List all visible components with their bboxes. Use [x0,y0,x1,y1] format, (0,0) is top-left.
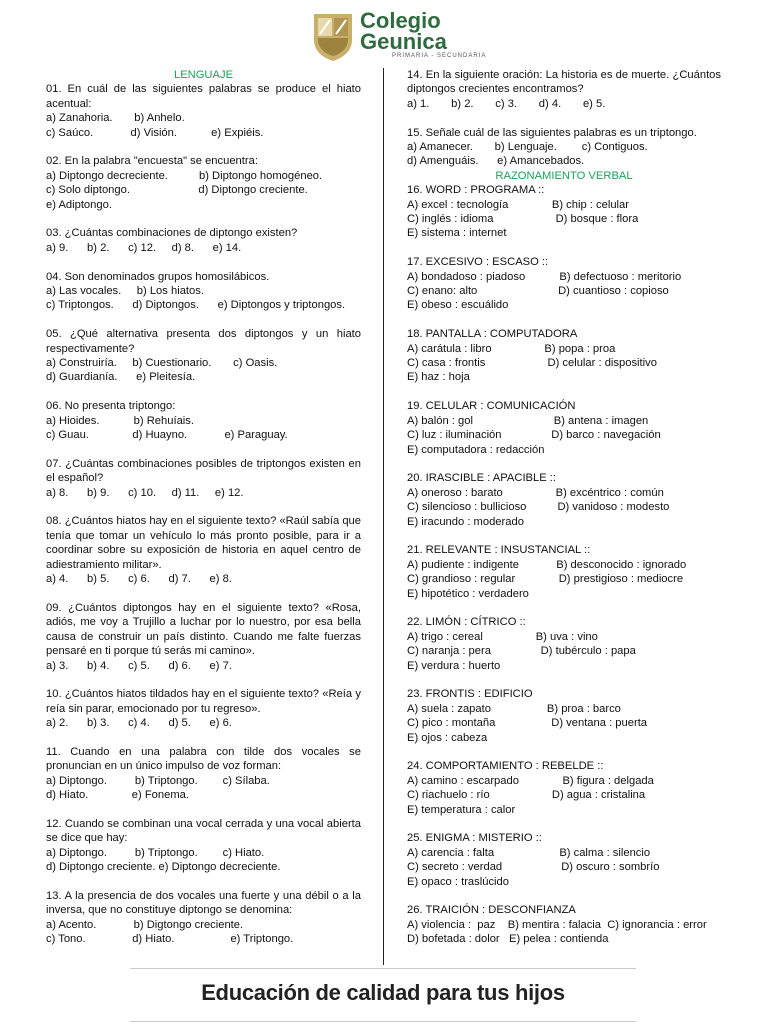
answer-options: E) sistema : internet [407,227,507,240]
answer-options: c) Tono. d) Hiato. e) Triptongo. [46,933,294,946]
question-item [407,903,721,946]
question-stem: 23. FRONTIS : EDIFICIO [407,688,533,701]
answer-options: a) Hioides. b) Rehuíais. [46,414,194,427]
question-stem: 07. ¿Cuántas combinaciones posibles de triptongos existen en el español? [46,457,361,485]
question-item [46,817,361,875]
answer-options: C) luz : iluminación D) barco : navegación [407,429,661,442]
question-stem: 22. LIMÓN : CÍTRICO :: [407,616,526,629]
question-stem: 05. ¿Qué alternativa presenta dos diptongos y un hiato respectivamente? [46,328,361,355]
question-stem: 02. En la palabra "encuesta" se encuentra: [46,155,258,168]
question-item [46,226,361,255]
answer-options: C) riachuelo : río D) agua : cristalina [407,789,646,802]
answer-options: A) suela : zapato B) proa : barco [407,702,621,715]
logo-subtitle: PRIMARIA - SECUNDARIA [392,53,487,59]
footer-slogan: Educación de calidad para tus hijos [201,980,565,1005]
answer-options: A) pudiente : indigente B) desconocido : ignorado [407,558,687,571]
right-column [407,68,721,961]
answer-options: A) carencia : falta B) calma : silencio [407,846,651,859]
answer-options: a) Construiría. b) Cuestionario. c) Oasis. [46,357,278,370]
answer-options: E) iracundo : moderado [407,515,524,528]
answer-options: C) enano: alto D) cuantioso : copioso [407,285,669,298]
answer-options: c) Triptongos. d) Diptongos. e) Diptongos y triptongos. [46,299,346,312]
answer-options: A) balón : gol B) antena : imagen [407,414,649,427]
answer-options: c) Saúco. d) Visión. e) Expiéis. [46,126,264,139]
question-item [407,615,721,673]
question-stem: 19. CELULAR : COMUNICACIÓN [407,400,576,413]
question-stem: 17. EXCESIVO : ESCASO :: [407,256,549,269]
question-stem: 18. PANTALLA : COMPUTADORA [407,328,578,341]
question-item [46,601,361,673]
answer-options: A) excel : tecnología B) chip : celular [407,198,629,211]
answer-options: C) grandioso : regular D) prestigioso : mediocre [407,573,684,586]
question-item [46,889,361,947]
question-item [407,687,721,745]
answer-options: d) Amenguáis. e) Amancebados. [407,155,585,168]
question-stem: 20. IRASCIBLE : APACIBLE :: [407,472,557,485]
answer-options: c) Solo diptongo. d) Diptongo creciente. [46,184,308,197]
answer-options: E) temperatura : calor [407,803,516,816]
answer-options: a) Las vocales. b) Los hiatos. [46,285,204,298]
logo-line1: Colegio [360,8,441,33]
question-item [46,687,361,730]
answer-options: d) Hiato. e) Fonema. [46,789,190,802]
answer-options: A) violencia : paz B) mentira : falacia C) ignorancia : error [407,918,707,931]
answer-options: e) Adiptongo. [46,198,112,211]
footer-divider-bottom [130,1021,636,1022]
header [0,8,768,64]
question-item [46,514,361,586]
left-column [46,68,361,961]
question-item [46,745,361,803]
question-item [407,327,721,385]
question-item [407,471,721,529]
answer-options: E) obeso : escuálido [407,299,509,312]
answer-options: A) trigo : cereal B) uva : vino [407,630,598,643]
answer-options: d) Diptongo creciente. e) Diptongo decreciente. [46,861,281,874]
school-logo-name [360,10,447,52]
question-item [46,270,361,313]
question-stem: 06. No presenta triptongo: [46,400,176,413]
question-stem: 21. RELEVANTE : INSUSTANCIAL :: [407,544,591,557]
answer-options: A) oneroso : barato B) excéntrico : común [407,486,664,499]
question-item [407,399,721,457]
question-stem: 03. ¿Cuántas combinaciones de diptongo existen? [46,227,298,240]
answer-options: C) secreto : verdad D) oscuro : sombrío [407,861,660,874]
question-stem: 08. ¿Cuántos hiatos hay en el siguiente texto? «Raúl sabía que tenía que tomar un vehículo lo más pronto posible, para ir a coordinar sobre su exposición de historia en aquel centro de adiestramiento militar». [46,515,361,571]
question-item [46,154,361,212]
column-divider [383,68,384,965]
question-stem: 11. Cuando en una palabra con tilde dos vocales se pronuncian en un único impulso de voz forman: [46,745,361,773]
answer-options: c) Guau. d) Huayno. e) Paraguay. [46,429,288,442]
answer-options: C) inglés : idioma D) bosque : flora [407,213,639,226]
answer-options: a) 8. b) 9. c) 10. d) 11. e) 12. [46,486,244,499]
question-item [46,327,361,385]
question-item [46,457,361,500]
section-title-razonamiento: RAZONAMIENTO VERBAL [495,169,633,182]
answer-options: a) 4. b) 5. c) 6. d) 7. e) 8. [46,573,232,586]
question-stem: 15. Señale cuál de las siguientes palabras es un triptongo. [407,126,697,139]
school-shield-icon [312,12,354,62]
question-item [407,759,721,817]
question-stem: 01. En cuál de las siguientes palabras se produce el hiato acentual: [46,83,361,110]
answer-options: a) Amanecer. b) Lenguaje. c) Contiguos. [407,141,648,154]
answer-options: a) 2. b) 3. c) 4. d) 5. e) 6. [46,717,232,730]
left-question-list [46,82,361,946]
answer-options: E) computadora : redacción [407,443,545,456]
answer-options: D) bofetada : dolor E) pelea : contienda [407,933,609,946]
answer-options: A) carátula : libro B) popa : proa [407,342,616,355]
question-item [407,255,721,313]
answer-options: E) opaco : traslúcido [407,875,509,888]
answer-options: a) 1. b) 2. c) 3. d) 4. e) 5. [407,97,606,110]
answer-options: C) pico : montaña D) ventana : puerta [407,717,648,730]
answer-options: a) Diptongo. b) Triptongo. c) Hiato. [46,846,265,859]
question-stem: 24. COMPORTAMIENTO : REBELDE :: [407,760,604,773]
answer-options: E) ojos : cabeza [407,731,488,744]
answer-options: a) 9. b) 2. c) 12. d) 8. e) 14. [46,241,242,254]
question-item [46,82,361,140]
footer-divider-top [130,968,636,969]
answer-options: C) casa : frontis D) celular : dispositivo [407,357,657,370]
answer-options: E) hipotético : verdadero [407,587,529,600]
answer-options: a) Zanahoria. b) Anhelo. [46,112,185,125]
question-stem: 04. Son denominados grupos homosilábicos. [46,270,270,283]
answer-options: E) verdura : huerto [407,659,501,672]
question-stem: 16. WORD : PROGRAMA :: [407,184,545,197]
logo-line2: Geunica [360,29,447,54]
answer-options: a) 3. b) 4. c) 5. d) 6. e) 7. [46,659,232,672]
section-title-lenguaje: LENGUAJE [173,69,234,81]
answer-options: C) naranja : pera D) tubérculo : papa [407,645,636,658]
answer-options: E) haz : hoja [407,371,470,384]
answer-options: d) Guardianía. e) Pleitesía. [46,371,196,384]
question-stem: 10. ¿Cuántos hiatos tildados hay en el siguiente texto? «Reía y reía sin parar, emocionado por tu regreso». [46,688,361,715]
question-stem: 25. ENIGMA : MISTERIO :: [407,832,542,845]
question-stem: 13. A la presencia de dos vocales una fuerte y una débil o a la inversa, que no constituye diptongo se denomina: [46,889,361,917]
question-stem: 12. Cuando se combinan una vocal cerrada y una vocal abierta se dice que hay: [46,817,361,845]
question-item [46,399,361,442]
answer-options: A) bondadoso : piadoso B) defectuoso : meritorio [407,270,682,283]
question-stem: 26. TRAICIÓN : DESCONFIANZA [407,904,576,917]
question-stem: 14. En la siguiente oración: La historia es de muerte. ¿Cuántos diptongos crecientes encontramos? [407,69,721,96]
question-item [407,126,721,169]
right-question-list-top [407,68,721,169]
question-item [407,543,721,601]
question-item [407,831,721,889]
question-item [407,183,721,241]
question-stem: 09. ¿Cuántos diptongos hay en el siguiente texto? «Rosa, adiós, me voy a Trujillo a luchar por lo nuestro, por esa bella causa de construir un país distinto. Cuando me falte fuerzas pensaré en ti porque tú serás mi camino». [46,601,361,658]
question-item [407,68,721,111]
answer-options: a) Diptongo decreciente. b) Diptongo homogéneo. [46,169,323,182]
answer-options: C) silencioso : bullicioso D) vanidoso : modesto [407,501,670,514]
answer-options: A) camino : escarpado B) figura : delgada [407,774,654,787]
answer-options: a) Diptongo. b) Triptongo. c) Sílaba. [46,774,270,787]
right-question-list [407,183,721,946]
answer-options: a) Acento. b) Digtongo creciente. [46,918,244,931]
